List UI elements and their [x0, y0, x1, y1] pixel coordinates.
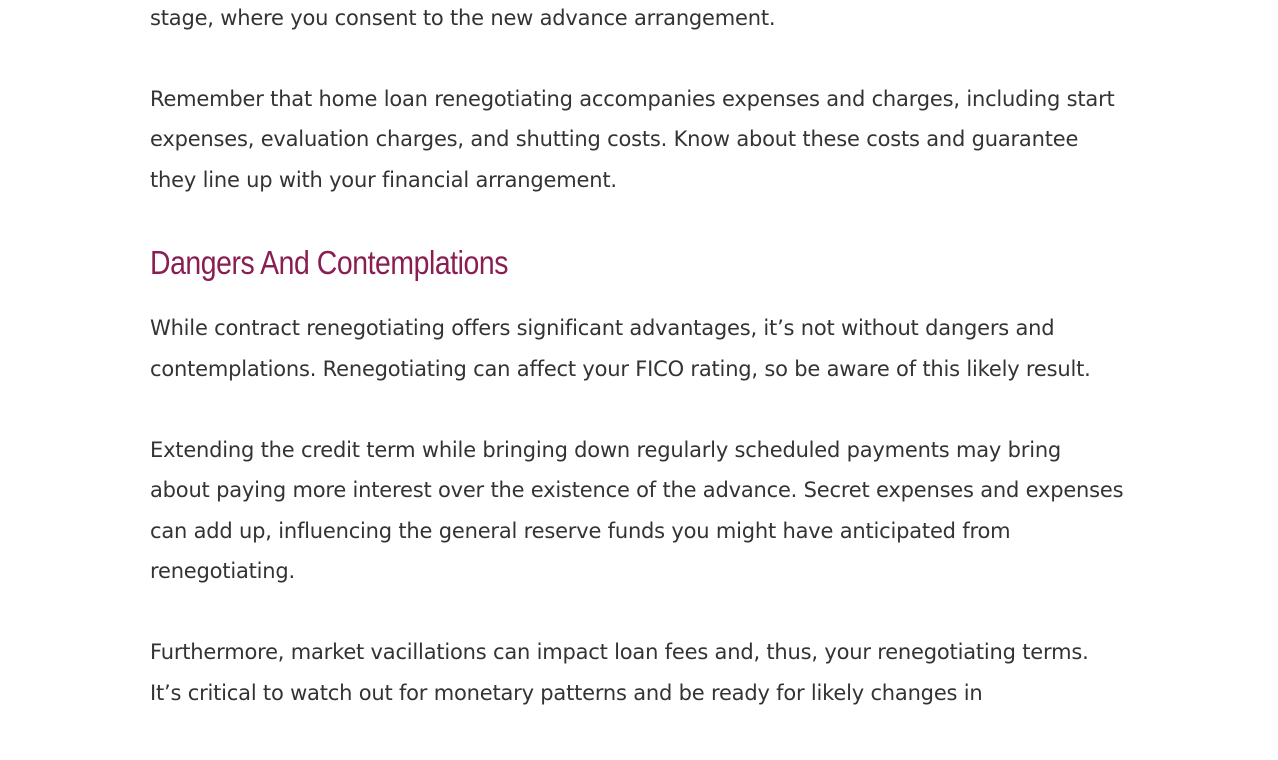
- paragraph-market: Furthermore, market vacillations can impact loan fees and, thus, your renegotiating terms. It’s critical to watch out for monetary patterns and be ready for likely changes in: [150, 639, 1089, 705]
- paragraph-stage: stage, where you consent to the new advance arrangement.: [150, 6, 776, 30]
- paragraph-dangers: While contract renegotiating offers significant advantages, it’s not without dangers and contemplations. Renegotiating can affect your FICO rating, so be aware of this likely result.: [150, 316, 1091, 381]
- paragraph-costs: Remember that home loan renegotiating accompanies expenses and charges, including start expenses, evaluation charges, and shutting costs. Know about these costs and guarantee they line up with your financial arrangement.: [150, 86, 1115, 192]
- article-body: [150, 0, 1125, 713]
- section-heading: Dangers And Contemplations: [150, 244, 508, 282]
- paragraph-credit-term: Extending the credit term while bringing down regularly scheduled payments may bring about paying more interest over the existence of the advance. Secret expenses and expenses can add up, influencing the general reserve funds you might have anticipated from renegotiating.: [150, 437, 1124, 584]
